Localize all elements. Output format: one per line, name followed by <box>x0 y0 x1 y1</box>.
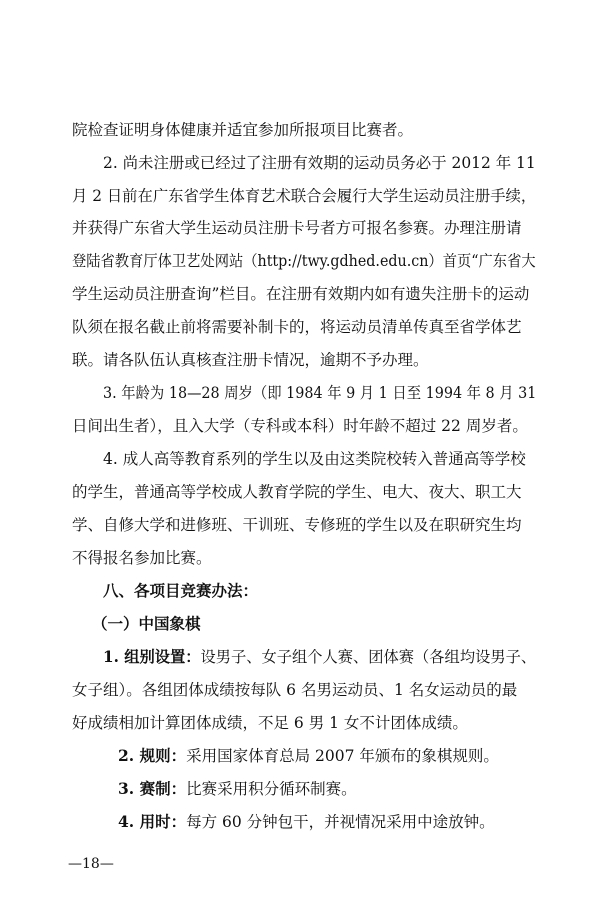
rule-label: 4. 用时： <box>118 812 187 831</box>
body-line: 的学生，普通高等学校成人教育学院的学生、电大、夜大、职工大 <box>72 483 522 501</box>
rule-label: 1. 组别设置： <box>103 647 201 666</box>
rule-label: 3. 赛制： <box>118 779 187 798</box>
rule-line: 女子组）。各组团体成绩按每队 6 名男运动员、1 名女运动员的最 <box>72 681 518 699</box>
body-line: 月 2 日前在广东省学生体育艺术联合会履行大学生运动员注册手续， <box>72 187 537 205</box>
section-heading: 八、各项目竞赛办法： <box>103 582 259 600</box>
rule-line: 1. 组别设置：设男子、女子组个人赛、团体赛（各组均设男子、 <box>103 647 537 666</box>
subsection-heading: （一）中国象棋 <box>92 615 201 633</box>
body-line: 院检查证明身体健康并适宜参加所报项目比赛者。 <box>72 121 414 139</box>
body-line: 学生运动员注册查询”栏目。在注册有效期内如有遗失注册卡的运动 <box>72 285 530 303</box>
body-line: 学、自修大学和进修班、干训班、专修班的学生以及在职研究生均 <box>72 516 522 534</box>
body-line: 联。请各队伍认真核查注册卡情况，逾期不予办理。 <box>72 351 429 369</box>
rule-line: 4. 用时：每方 60 分钟包干，并视情况采用中途放钟。 <box>118 812 495 831</box>
body-line: 队须在报名截止前将需要补制卡的，将运动员清单传真至省学体艺 <box>72 318 522 336</box>
rule-line: 3. 赛制：比赛采用积分循环制赛。 <box>118 779 357 798</box>
page-number: —18— <box>68 856 114 872</box>
rule-label: 2. 规则： <box>118 746 187 765</box>
body-line: 3. 年龄为 18—28 周岁（即 1984 年 9 月 1 日至 1994 年 8 月 31 <box>103 384 537 402</box>
body-line: 登陆省教育厅体卫艺处网站（http://twy.gdhed.edu.cn）首页“广东省大 <box>72 252 536 270</box>
rule-line: 好成绩相加计算团体成绩，不足 6 男 1 女不计团体成绩。 <box>72 714 468 732</box>
body-line: 2. 尚未注册或已经过了注册有效期的运动员务必于 2012 年 11 <box>103 154 536 172</box>
body-line: 并获得广东省大学生运动员注册卡号者方可报名参赛。办理注册请 <box>72 219 522 237</box>
body-line: 日间出生者），且入大学（专科或本科）时年龄不超过 22 周岁者。 <box>72 417 528 435</box>
rule-line: 2. 规则：采用国家体育总局 2007 年颁布的象棋规则。 <box>118 746 499 765</box>
body-line: 4. 成人高等教育系列的学生以及由这类院校转入普通高等学校 <box>103 450 526 468</box>
body-line: 不得报名参加比赛。 <box>72 549 212 567</box>
